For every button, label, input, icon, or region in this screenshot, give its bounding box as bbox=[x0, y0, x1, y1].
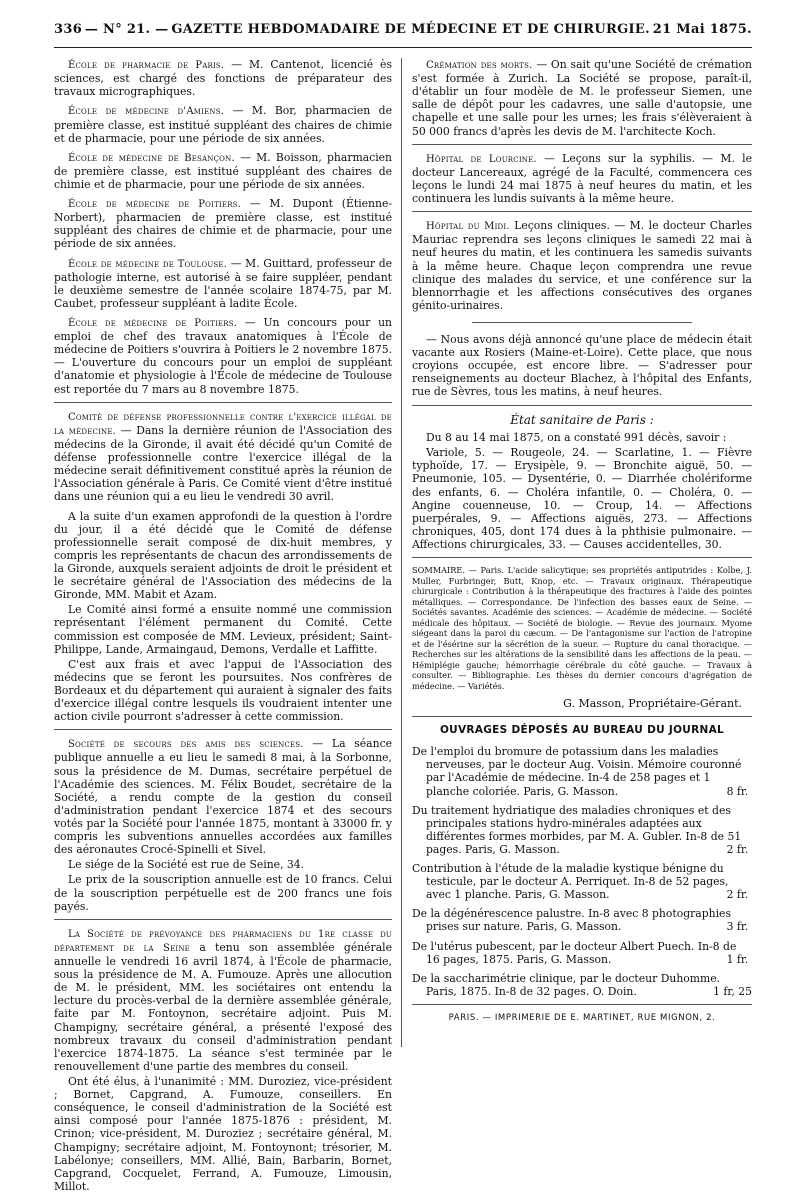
imprint: PARIS. — IMPRIMERIE DE E. MARTINET, RUE MIGNON, 2. bbox=[448, 1013, 716, 1024]
journal-title: GAZETTE HEBDOMADAIRE DE MÉDECINE ET DE CHIRURGIE. bbox=[171, 22, 650, 37]
news-item-title: École de pharmacie de Paris. bbox=[68, 60, 225, 71]
news-item-text: — Dans la dernière réunion de l'Association des médecins de la Gironde, il avait été décidé qu'un Comité de défense professionnelle contre l'exercice illégal de la médecine serait définitivement constitué après la réunion de l'Association générale à Paris. Ce Comité vient d'être institué dans une réunion qui a eu lieu le vendredi 30 avril. bbox=[54, 423, 392, 504]
etat-sanitaire-intro: Du 8 au 14 mai 1875, on a constaté 991 décès, savoir : bbox=[426, 431, 727, 445]
ouvrages-title: OUVRAGES DÉPOSÉS AU BUREAU DU JOURNAL bbox=[439, 724, 725, 737]
right-column bbox=[412, 58, 752, 1023]
news-paragraph: Le prix de la souscription annuelle est de 10 francs. Celui de la souscription perpétuelle est de 200 francs une fois payés. bbox=[54, 873, 392, 913]
section-rule bbox=[472, 322, 692, 323]
news-item-text: — Un concours pour un emploi de chef des travaux anatomiques à l'École de médecine de Poitiers s'ouvrira à Poitiers le 2 novembre 1875. — L'ouverture du concours pour un emploi de suppléant d'anatomie et physiologie à l'École de médecine de Toulouse est reportée du 7 mars au 8 novembre 1875. bbox=[54, 316, 392, 396]
news-item-text: — On sait qu'une Société de crémation s'est formée à Zurich. La Société se propose, paraît-il, d'établir un four modèle de M. le professeur Siemen, une salle de dépôt pour les cadavres, une salle d'autopsie, une chapelle et une salle pour les urnes; les frais s'élèveraient à 50 000 francs d'après les devis de M. l'architecte Koch. bbox=[412, 58, 752, 138]
section-rule bbox=[412, 716, 752, 717]
etat-sanitaire-title: État sanitaire de Paris : bbox=[510, 412, 654, 427]
news-paragraph: Le siége de la Société est rue de Seine, 34. bbox=[68, 858, 305, 872]
issue-number: — N° 21. — bbox=[84, 22, 169, 37]
news-item bbox=[54, 197, 392, 250]
book-price: 2 fr. bbox=[726, 888, 749, 902]
book-entry bbox=[412, 862, 752, 901]
news-item-text: — M. Cantenot, licencié ès sciences, est chargé des fonctions de préparateur des travaux micrographiques. bbox=[54, 58, 392, 99]
section-rule bbox=[412, 1004, 752, 1005]
book-text: De l'emploi du bromure de potassium dans les maladies nerveuses, par le docteur Aug. Voisin. Mémoire couronné par l'Académie de médecine. In-4 de 258 pages et 1 planche coloriée. Paris, G. Masson. bbox=[412, 745, 742, 798]
news-item bbox=[54, 104, 392, 144]
news-item-text: Leçons cliniques. — M. le docteur Charles Mauriac reprendra ses leçons cliniques le samedi 22 mai à neuf heures du matin, et les continuera les samedis suivants à la même heure. Chaque leçon comprendra une revue clinique des malades du service, et une conférence sur la blennorrhagie et les affections consécutives des organes génito-urinaires. bbox=[412, 219, 752, 312]
news-item bbox=[54, 257, 392, 310]
section-rule bbox=[412, 557, 752, 558]
book-entry bbox=[412, 940, 752, 966]
book-price: 2 fr. bbox=[726, 842, 749, 856]
news-item-title: Hôpital de Lourcine. bbox=[426, 153, 537, 165]
news-item bbox=[412, 219, 752, 312]
book-entry bbox=[412, 745, 752, 797]
section-rule bbox=[54, 919, 392, 920]
sommaire: SOMMAIRE. — Paris. L'acide salicytique; ses propriétés antiputrides : Kolbe, J. Muller, Furbringer, Butt, Knop, etc. — Travaux originaux. Thérapeutique chirurgicale : Contribution à la thérapeutique des fractures à l'aide des pointes métalliques. — Correspondance. De l'infection des basses eaux de Seine. — Sociétés savantes. Académie des sciences. — Académie de médecine. — Société médicale des hôpitaux. — Société de biologie. — Revue des journaux. Myome siégeant dans la paroi du cæcum. — De l'antagonisme sur l'action de l'atropine et de l'ésérine sur la sécrétion de la sueur. — Rupture du canal thoracique. — Recherches sur les altérations de la sensibilité dans les affections de la peau. — Hémiplégie gauche; hémorrhagie cérébrale du côté gauche. — Travaux à consulter. — Bibliographie. Les thèses du dernier concours d'agrégation de médecine. — Variétés. bbox=[412, 565, 752, 691]
book-entry bbox=[412, 972, 752, 998]
signature: G. Masson, Propriétaire-Gérant. bbox=[563, 697, 742, 711]
news-item-title: La Société de prévoyance des pharmaciens du 1re classe du département de la Seine bbox=[54, 928, 392, 954]
news-item-title: École de médecine de Poitiers. bbox=[68, 199, 242, 211]
news-item-text: — Leçons sur la syphilis. — M. le docteur Lancereaux, agrégé de la Faculté, commencera ces leçons le lundi 24 mai 1875 à neuf heures du matin, et les continuera les lundis suivants à la même heure. bbox=[412, 151, 752, 206]
news-paragraph: — Nous avons déjà annoncé qu'une place de médecin était vacante aux Rosiers (Maine-et-Loire). Cette place, que nous croyions occupée, est encore libre. — S'adresser pour renseignements au docteur Blachez, à l'hôpital des Enfants, rue de Sèvres, tous les matins, à neuf heures. bbox=[412, 332, 752, 399]
book-text: Du traitement hydriatique des maladies chroniques et des principales stations hydro-minérales adaptées aux différentes formes morbides, par M. A. Gubler. In-8 de 51 pages. Paris, G. Masson. bbox=[412, 803, 742, 856]
book-price: 1 fr. bbox=[726, 952, 749, 966]
book-price: 3 fr. bbox=[726, 920, 749, 934]
book-text: De la dégénérescence palustre. In-8 avec 8 photographies prises sur nature. Paris, G. Masson. bbox=[412, 907, 731, 934]
section-rule bbox=[412, 144, 752, 145]
news-item-title: Comité de défense professionnelle contre l'exercice illégal de la médecine. bbox=[54, 411, 392, 437]
book-entry bbox=[412, 907, 752, 933]
news-item bbox=[54, 410, 392, 504]
column-divider bbox=[401, 58, 402, 1047]
book-price: 8 fr. bbox=[726, 784, 749, 798]
news-item-title: École de médecine de Poitiers. bbox=[68, 318, 238, 330]
news-item bbox=[54, 58, 392, 98]
news-item bbox=[54, 737, 392, 856]
news-item-text: — M. Bor, pharmacien de première classe, est institué suppléant des chaires de chimie et de pharmacie, pour une période de six années. bbox=[54, 104, 392, 145]
news-item-title: École de médecine de Toulouse. bbox=[68, 258, 228, 270]
book-text: De l'utérus pubescent, par le docteur Albert Puech. In-8 de 16 pages, 1875. Paris, G. Masson. bbox=[412, 939, 737, 966]
news-item-title: École de médecine de Besançon. bbox=[68, 152, 235, 164]
news-item bbox=[54, 316, 392, 396]
book-text: Contribution à l'étude de la maladie kystique bénigne du testicule, par le docteur A. Perriquet. In-8 de 52 pages, avec 1 planche. Paris, G. Masson. bbox=[412, 862, 729, 902]
section-rule bbox=[54, 729, 392, 730]
news-item-text: — M. Dupont (Étienne-Norbert), pharmacien de première classe, est institué suppléant des chaires de chimie et de pharmacie, pour une période de six années. bbox=[54, 197, 392, 251]
book-text: De la saccharimétrie clinique, par le docteur Duhomme. Paris, 1875. In-8 de 32 pages. O. Doin. bbox=[412, 971, 721, 998]
news-item-text: — La séance publique annuelle a eu lieu le samedi 8 mai, à la Sorbonne, sous la présidence de M. Dumas, secrétaire perpétuel de l'Académie des sciences. M. Félix Boudet, secrétaire de la Société, a rendu compte de la gestion du conseil d'administration pendant l'exercice 1874 et des secours votés par la Société pour l'année 1875, montant à 33000 fr. y compris les subventions annuelles accordées aux familles des aéronautes Crocé-Spinelli et Sivel. bbox=[54, 737, 393, 857]
header-rule bbox=[54, 47, 752, 48]
news-item bbox=[54, 151, 392, 191]
news-item-text: — M. Boisson, pharmacien de première classe, est institué suppléant des chaires de chimie et de pharmacie, pour une période de six années. bbox=[54, 150, 393, 191]
section-rule bbox=[412, 211, 752, 212]
news-item-title: Hôpital du Midi. bbox=[426, 221, 510, 233]
section-rule bbox=[54, 402, 392, 403]
book-entry bbox=[412, 804, 752, 856]
news-item-title: École de médecine d'Amiens. bbox=[68, 106, 225, 118]
news-paragraph: Ont été élus, à l'unanimité : MM. Duroziez, vice-président ; Bornet, Capgrand, A. Fumouze, conseillers. En conséquence, le conseil d'administration de la Société est ainsi composé pour l'année 1875-1876 : président, M. Crinon; vice-président, M. Duroziez ; secrétaire général, M. Champigny; secrétaire adjoint, M. Fontoynont; trésorier, M. Labélonye; conseillers, MM. Allié, Bain, Barbarin, Bornet, Capgrand, Cocquelet, Ferrand, A. Fumouze, Limousin, Millot. bbox=[54, 1075, 392, 1193]
news-item-text: a tenu son assemblée générale annuelle le vendredi 16 avril 1874, à l'École de pharmacie, sous la présidence de M. A. Fumouze. Après une allocution de M. le président, MM. les sociétaires ont entendu la lecture du procès-verbal de la dernière assemblée générale, faite par M. Fontoynon, secrétaire adjoint. Puis M. Champigny, secrétaire général, a présenté l'exposé des nombreux travaux du conseil d'administration pendant l'exercice 1874-1875. La séance s'est terminée par le renouvellement d'une partie des membres du conseil. bbox=[54, 940, 392, 1073]
issue-date: 21 Mai 1875. bbox=[652, 22, 752, 37]
news-paragraph: Le Comité ainsi formé a ensuite nommé une commission représentant l'élément permanent du Comité. Cette commission est composée de MM. Levieux, président; Saint-Philippe, Lande, Armaingaud, Demons, Verdalle et Laffitte. bbox=[54, 603, 392, 656]
news-item bbox=[412, 58, 752, 138]
page-number: 336 bbox=[54, 22, 83, 37]
news-item-title: Société de secours des amis des sciences. bbox=[68, 739, 304, 751]
page-header bbox=[54, 22, 752, 44]
news-item-title: Crémation des morts. bbox=[426, 60, 533, 71]
book-price: 1 fr, 25 bbox=[713, 984, 752, 998]
news-item-text: — M. Guittard, professeur de pathologie interne, est autorisé à se faire suppléer, pendant le deuxième semestre de l'année scolaire 1874-75, par M. Caubet, professeur suppléant à ladite École. bbox=[54, 256, 392, 310]
section-rule bbox=[412, 405, 752, 406]
news-item bbox=[412, 152, 752, 205]
left-column bbox=[54, 58, 392, 1199]
etat-sanitaire-body: Variole, 5. — Rougeole, 24. — Scarlatine, 1. — Fièvre typhoïde, 17. — Erysipèle, 9. — Bronchite aiguë, 50. — Pneumonie, 105. — Dysentérie, 0. — Diarrhée cholériforme des enfants, 6. — Choléra infantile, 0. — Choléra, 0. — Angine couenneuse, 10. — Croup, 14. — Affections puerpérales, 9. — Affections aiguës, 273. — Affections chroniques, 405, dont 174 dues à la phthisie pulmonaire. — Affections chirurgicales, 33. — Causes accidentelles, 30. bbox=[412, 446, 752, 551]
news-paragraph: C'est aux frais et avec l'appui de l'Association des médecins que se feront les poursuites. Nos confrères de Bordeaux et du département qui auraient à signaler des faits d'exercice illégal contre lesquels ils voudraient intenter une action civile pourront s'adresser à cette commission. bbox=[54, 657, 392, 724]
news-paragraph: A la suite d'un examen approfondi de la question à l'ordre du jour, il a été décidé que le Comité de défense professionnelle serait composé de dix-huit membres, y compris les représentants de chacun des arrondissements de la Gironde, auxquels seraient adjoints de droit le président et le secrétaire général de l'Association des médecins de la Gironde, MM. Mabit et Azam. bbox=[54, 509, 392, 602]
news-item bbox=[54, 927, 392, 1073]
